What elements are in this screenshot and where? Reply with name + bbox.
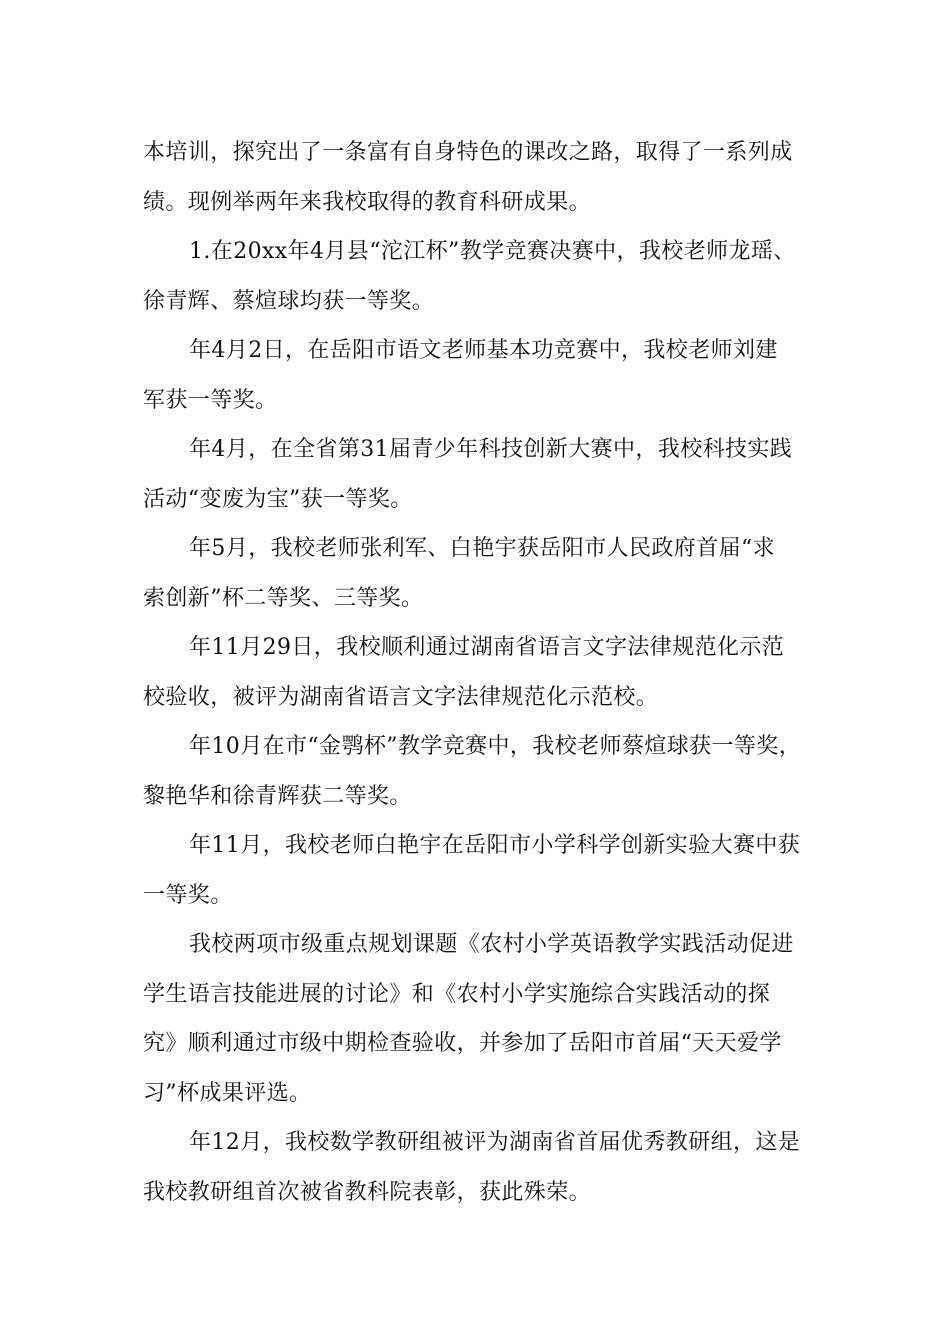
text-line: 我校两项市级重点规划课题《农村小学英语教学实践活动促进: [189, 932, 794, 957]
text-line: 徐青辉、蔡煊球均获一等奖。: [143, 288, 435, 314]
text-line: 年12月，我校数学教研组被评为湖南省首届优秀教研组，这是: [189, 1130, 801, 1155]
text-line: 年10月在市“金鹗杯”教学竞赛中，我校老师蔡煊球获一等奖，: [189, 734, 802, 759]
text-line: 本培训，探究出了一条富有自身特色的课改之路，取得了一系列成: [143, 140, 793, 165]
text-line: 年4月2日，在岳阳市语文老师基本功竞赛中，我校老师刘建: [189, 338, 778, 363]
text-line: 学生语言技能进展的讨论》和《农村小学实施综合实践活动的探: [143, 981, 771, 1007]
text-line: 校验收，被评为湖南省语言文字法律规范化示范校。: [143, 684, 659, 710]
text-line: 年11月，我校老师白艳宇在岳阳市小学科学创新实验大赛中获: [189, 833, 801, 858]
text-line: 年5月，我校老师张利军、白艳宇获岳阳市人民政府首届“求: [189, 536, 776, 561]
text-line: 年4月，在全省第31届青少年科技创新大赛中，我校科技实践: [189, 437, 793, 462]
text-line: 索创新”杯二等奖、三等奖。: [143, 585, 424, 611]
text-line: 绩。现例举两年来我校取得的教育科研成果。: [143, 189, 592, 215]
text-line: 我校教研组首次被省教科院表彰，获此殊荣。: [143, 1179, 592, 1205]
text-line: 一等奖。: [143, 882, 233, 908]
text-line: 活动“变废为宝”获一等奖。: [143, 486, 413, 512]
text-line: 1.在20xx年4月县“沱江杯”教学竞赛决赛中，我校老师龙瑶、: [189, 239, 796, 264]
text-line: 黎艳华和徐青辉获二等奖。: [143, 783, 412, 809]
text-line: 习”杯成果评选。: [143, 1080, 312, 1106]
text-line: 究》顺利通过市级中期检查验收，并参加了岳阳市首届“天天爱学: [143, 1031, 782, 1056]
text-line: 年11月29日，我校顺利通过湖南省语言文字法律规范化示范: [189, 635, 785, 660]
text-line: 军获一等奖。: [143, 387, 278, 413]
body-text: [143, 128, 813, 1217]
